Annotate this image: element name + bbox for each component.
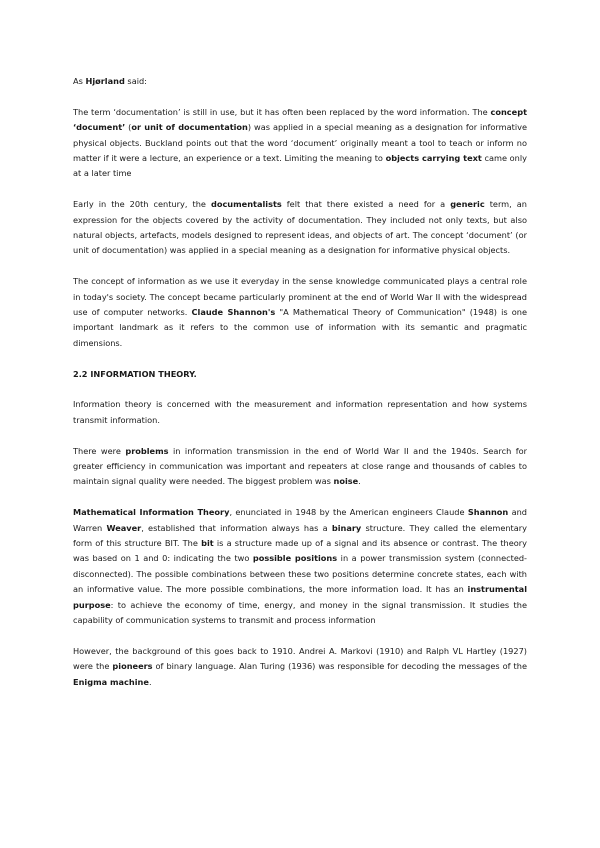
paragraph-documentalists: Early in the 20th century, the documentalists felt that there existed a need for a generic term, an expression for the objects covered by the activity of documentation. They included not only texts, but also natural objects, artefacts, models designed to represent ideas, and objects of art. The concept ‘document’ (or unit of documentation) was applied in a special meaning as a designation for informative physical objects. <box>73 199 527 256</box>
document-body <box>73 74 527 706</box>
paragraph-problems: There were problems in information transmission in the end of World War II and the 1940s. Search for greater efficiency in communication was important and repeaters at close range and thousands of cables to maintain signal quality were needed. The biggest problem was noise. <box>73 445 527 487</box>
paragraph-background: However, the background of this goes back to 1910. Andrei A. Markovi (1910) and Ralph VL Hartley (1927) were the pioneers of binary language. Alan Turing (1936) was responsible for decoding the messages of the Enigma machine. <box>73 645 527 687</box>
paragraph-concept-information: The concept of information as we use it everyday in the sense knowledge communicated plays a central role in today's society. The concept became particularly prominent at the end of World War II with the widespread use of computer networks. Claude Shannon's "A Mathematical Theory of Communication" (1948) is one important landmark as it refers to the common use of information with its semantic and pragmatic dimensions. <box>73 276 527 348</box>
paragraph-mathematical-theory: Mathematical Information Theory, enunciated in 1948 by the American engineers Claude Shannon and Warren Weaver, established that information always has a binary structure. They called the elementary form of this structure BIT. The bit is a structure made up of a signal and its absence or contrast. The theory was based on 1 and 0: indicating the two possible positions in a power transmission system (connected-disconnected). The possible combinations between these two positions determine concrete states, each with an informative value. The more possible combinations, the more information load. It has an instrumental purpose: to achieve the economy of time, energy, and money in the signal transmission. It studies the capability of communication systems to transmit and process information <box>73 507 528 626</box>
section-heading: 2.2 INFORMATION THEORY. <box>73 368 197 379</box>
paragraph-information-theory: Information theory is concerned with the measurement and information representation and how systems transmit information. <box>73 399 527 425</box>
intro-line: As Hjørland said: <box>73 76 147 86</box>
paragraph-documentation: The term ‘documentation’ is still in use, but it has often been replaced by the word information. The concept ‘document’ (or unit of documentation) was applied in a special meaning as a designation for informative physical objects. Buckland points out that the word ‘document’ originally meant a tool to teach or inform no matter if it were a lecture, an experience or a text. Limiting the meaning to objects carrying text came only at a later time <box>73 106 527 179</box>
